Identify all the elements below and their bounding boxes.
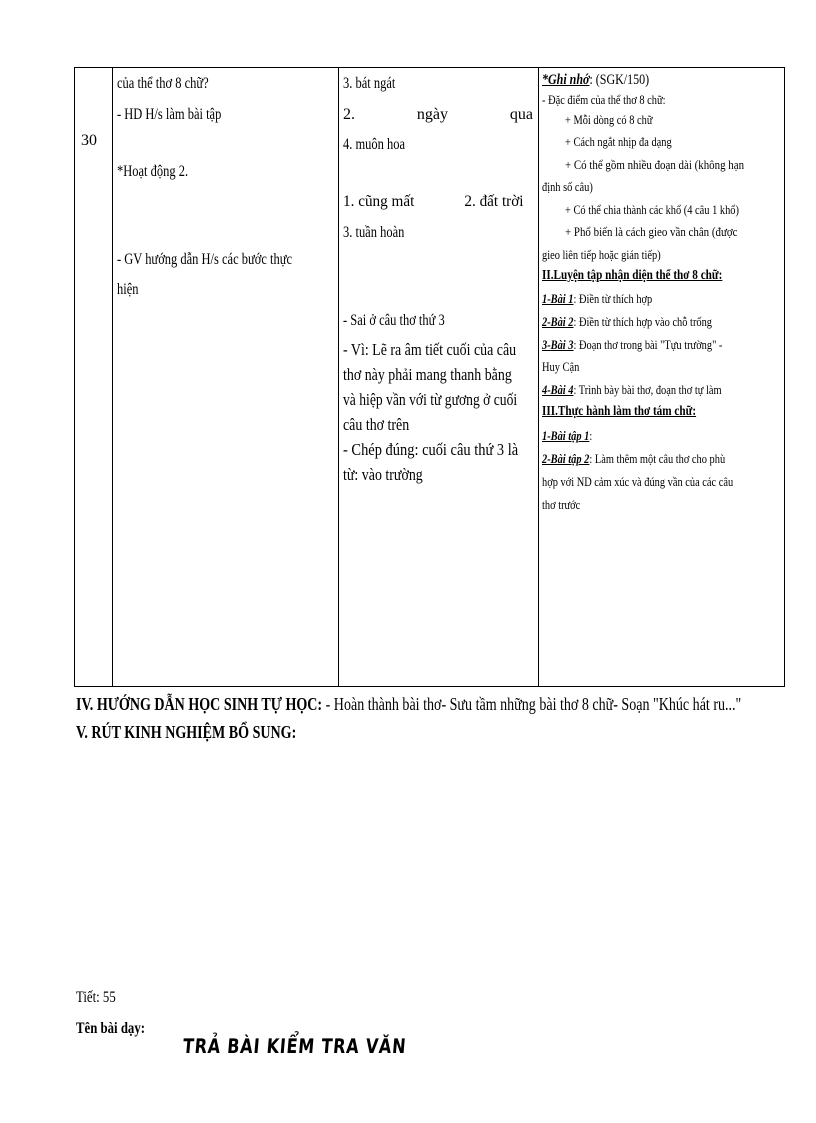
lesson-plan-table <box>74 67 785 687</box>
student-line-justified <box>343 105 533 125</box>
student-word: ngày <box>416 106 448 123</box>
teacher-line: - HD H/s làm bài tập <box>117 106 222 123</box>
feature-item: + Có thể gồm nhiều đoạn dài (không hạn <box>565 157 745 172</box>
student-line-justified <box>343 192 533 212</box>
feature-item: + Mỗi dòng có 8 chữ <box>565 112 653 127</box>
exercise-label: 4-Bài 4 <box>542 382 574 397</box>
self-study-heading <box>76 694 741 715</box>
practice-text: : <box>589 428 593 443</box>
self-study-label: IV. HƯỚNG DẪN HỌC SINH TỰ HỌC: <box>76 694 323 714</box>
student-word: 2. <box>343 106 355 123</box>
exercise-text: : Trình bày bài thơ, đoạn thơ tự làm <box>573 382 722 397</box>
teacher-activity-column <box>113 68 339 686</box>
teacher-line: *Hoạt động 2. <box>117 163 189 180</box>
practice-text-cont: hợp với ND cảm xúc và đúng vần của các câu <box>542 474 734 489</box>
period-column <box>75 68 113 686</box>
remember-ref: : (SGK/150) <box>589 72 650 88</box>
feature-item: gieo liên tiếp hoặc gián tiếp) <box>542 247 661 262</box>
student-line: 3. tuần hoàn <box>343 224 405 241</box>
section-3-title: III.Thực hành làm thơ tám chữ: <box>542 404 697 419</box>
practice-label: 1-Bài tập 1 <box>542 428 590 443</box>
practice-item <box>542 451 725 467</box>
error-line: câu thơ trên <box>343 415 410 434</box>
section-2-title: II.Luyện tập nhận diện thể thơ 8 chữ: <box>542 268 723 283</box>
student-activity-column <box>339 68 539 686</box>
exercise-item <box>542 382 722 398</box>
exercise-text: : Điền từ thích hợp vào chỗ trống <box>573 314 713 329</box>
feature-item: + Có thể chia thành các khổ (4 câu 1 khổ) <box>565 202 739 217</box>
teacher-line: hiện <box>117 281 139 298</box>
feature-item: + Cách ngắt nhịp đa dạng <box>565 134 672 149</box>
practice-text: : Làm thêm một câu thơ cho phù <box>589 451 726 466</box>
error-line: - Sai ở câu thơ thứ 3 <box>343 312 445 329</box>
remember-label: *Ghi nhớ <box>542 72 590 88</box>
exercise-text-cont: Huy Cận <box>542 359 580 374</box>
feature-item: định số câu) <box>542 179 593 194</box>
lesson-name-label: Tên bài dạy: <box>76 1020 145 1037</box>
error-line: - Chép đúng: cuối câu thứ 3 là <box>343 440 519 459</box>
practice-item <box>542 428 592 444</box>
features-title: - Đặc điểm của thể thơ 8 chữ: <box>542 92 666 107</box>
exercise-text: : Đoạn thơ trong bài "Tựu trường" - <box>573 337 723 352</box>
exercise-item <box>542 337 722 353</box>
exercise-label: 3-Bài 3 <box>542 337 574 352</box>
feature-item: + Phổ biến là cách gieo vần chân (được <box>565 224 738 239</box>
student-word: 2. đất trời <box>464 193 524 210</box>
teacher-line: của thể thơ 8 chữ? <box>117 75 209 92</box>
practice-label: 2-Bài tập 2 <box>542 451 590 466</box>
exercise-item <box>542 314 712 330</box>
lesson-title: TRẢ BÀI KIỂM TRA VĂN <box>181 1034 408 1058</box>
exercise-text: : Điền từ thích hợp <box>573 291 653 306</box>
error-line: - Vì: Lẽ ra âm tiết cuối của câu <box>343 340 517 359</box>
practice-text-cont: thơ trước <box>542 497 581 512</box>
error-line: và hiệp vần với từ gương ở cuối <box>343 390 518 409</box>
period-number: 30 <box>81 132 97 149</box>
exercise-item <box>542 291 652 307</box>
period-label: Tiết: 55 <box>76 989 116 1006</box>
experience-heading: V. RÚT KINH NGHIỆM BỔ SUNG: <box>76 722 297 742</box>
error-line: thơ này phải mang thanh bằng <box>343 365 512 384</box>
exercise-label: 1-Bài 1 <box>542 291 574 306</box>
exercise-label: 2-Bài 2 <box>542 314 574 329</box>
student-line: 4. muôn hoa <box>343 136 406 153</box>
notes-column <box>539 68 786 686</box>
self-study-text: - Hoàn thành bài thơ- Sưu tầm những bài thơ 8 chữ- Soạn "Khúc hát ru..." <box>322 694 742 714</box>
student-word: 1. cũng mất <box>343 193 415 210</box>
remember-note <box>542 72 649 88</box>
error-line: từ: vào trường <box>343 465 423 484</box>
student-line: 3. bát ngát <box>343 75 396 92</box>
teacher-line: - GV hướng dẫn H/s các bước thực <box>117 251 293 268</box>
student-word: qua <box>509 106 533 123</box>
